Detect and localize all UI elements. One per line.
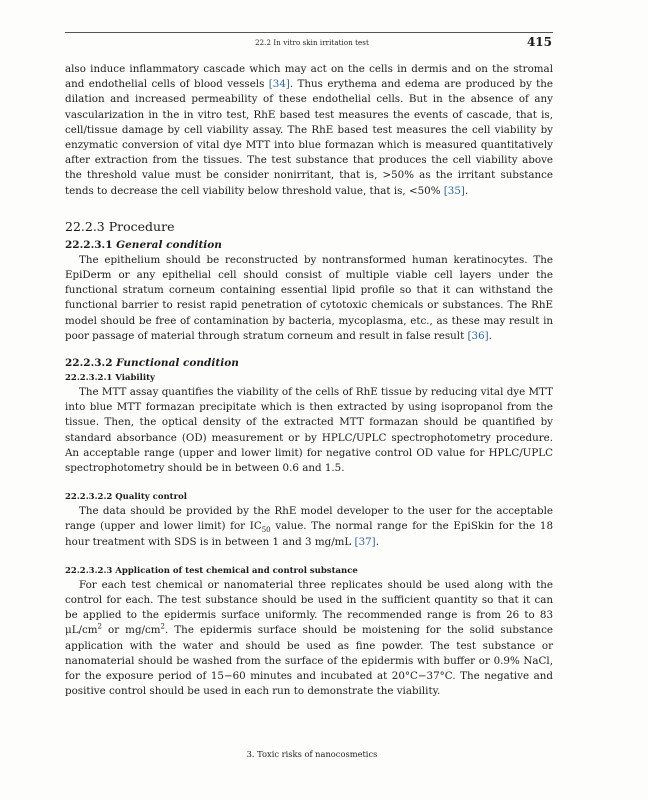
section-heading-procedure: 22.2.3 Procedure (65, 218, 175, 234)
body-content (65, 62, 553, 700)
page-number: 415 (526, 35, 552, 49)
citation-link[interactable]: [34] (268, 78, 290, 91)
heading-quality-control: 22.2.3.2.2 Quality control (65, 492, 187, 503)
heading-viability: 22.2.3.2.1 Viability (65, 373, 155, 384)
citation-link[interactable]: [37] (354, 535, 376, 548)
viability-paragraph: The MTT assay quantifies the viability of the cells of RhE tissue by reducing vital dye MTT into blue MTT formazan precipitate which is then extracted by using isopropanol from the tissue. Then, the optical density of the extracted MTT formazan should be quantified by standard absorbance (OD) measurement or by HPLC/UPLC spectrophotometry procedure. An acceptable range (upper and lower limit) for negative control OD value for HPLC/UPLC spectrophotometry should be in between 0.6 and 1.5. (65, 386, 553, 475)
quality-control-paragraph: The data should be provided by the RhE model developer to the user for the acceptable range (upper and lower limit) for $IC_{50}$ value. The normal range for the EpiSkin for the 18 hour treatment with SDS is in between 1 and 3 mg/mL [37]. (65, 505, 553, 548)
heading-application: 22.2.3.2.3 Application of test chemical and control substance (65, 565, 358, 576)
application-paragraph: For each test chemical or nanomaterial three replicates should be used along with the control for each. The test substance should be used in the sufficient quantity so that it can be applied to the epidermis surface uniformly. The recommended range is from 26 to 83 $\mu L/cm^2$ or $mg/cm^2$. The epidermis surface should be moistening for the solid substance application with the water and should be used as fine powder. The test substance or nanomaterial should be washed from the surface of the epidermis with buffer or 0.9% NaCl, for the exposure period of 15−60 minutes and incubated at 20°C−37°C. The negative and positive control should be used in each run to demonstrate the viability. (65, 578, 553, 698)
header-rule (65, 32, 553, 33)
running-title: 22.2 In vitro skin irritation test (255, 39, 369, 47)
footer-chapter-title: 3. Toxic risks of nanocosmetics (246, 749, 378, 759)
subsection-heading-general: 22.2.3.1 General condition (65, 238, 222, 251)
citation-link[interactable]: [36] (467, 329, 489, 342)
intro-paragraph: also induce inflammatory cascade which may act on the cells in dermis and on the stromal and endothelial cells of blood vessels [34]. Thus erythema and edema are produced by the dilation and increased permeability of these endothelial cells. But in the absence of any vascularization in the in vitro test, RhE based test measures the events of cascade, that is, cell/tissue damage by cell viability assay. The RhE based test measures the cell viability by enzymatic conversion of vital dye MTT into blue formazan which is measured quantitatively after extraction from the tissues. The test substance that produces the cell viability above the threshold value must be consider nonirritant, that is, >50% as the irritant substance tends to decrease the cell viability below threshold value, that is, <50% [35]. (65, 63, 553, 197)
citation-link[interactable]: [35] (443, 184, 465, 197)
subsection-heading-functional: 22.2.3.2 Functional condition (65, 357, 239, 370)
general-condition-paragraph: The epithelium should be reconstructed by nontransformed human keratinocytes. The EpiDerm or any epithelial cell should consist of multiple viable cell layers under the functional stratum corneum containing essential lipid profile so that it can withstand the functional barrier to resist rapid penetration of cytotoxic chemicals or substances. The RhE model should be free of contamination by bacteria, mycoplasma, etc., as these may result in poor passage of material through stratum corneum and result in false result [36]. (65, 253, 553, 342)
